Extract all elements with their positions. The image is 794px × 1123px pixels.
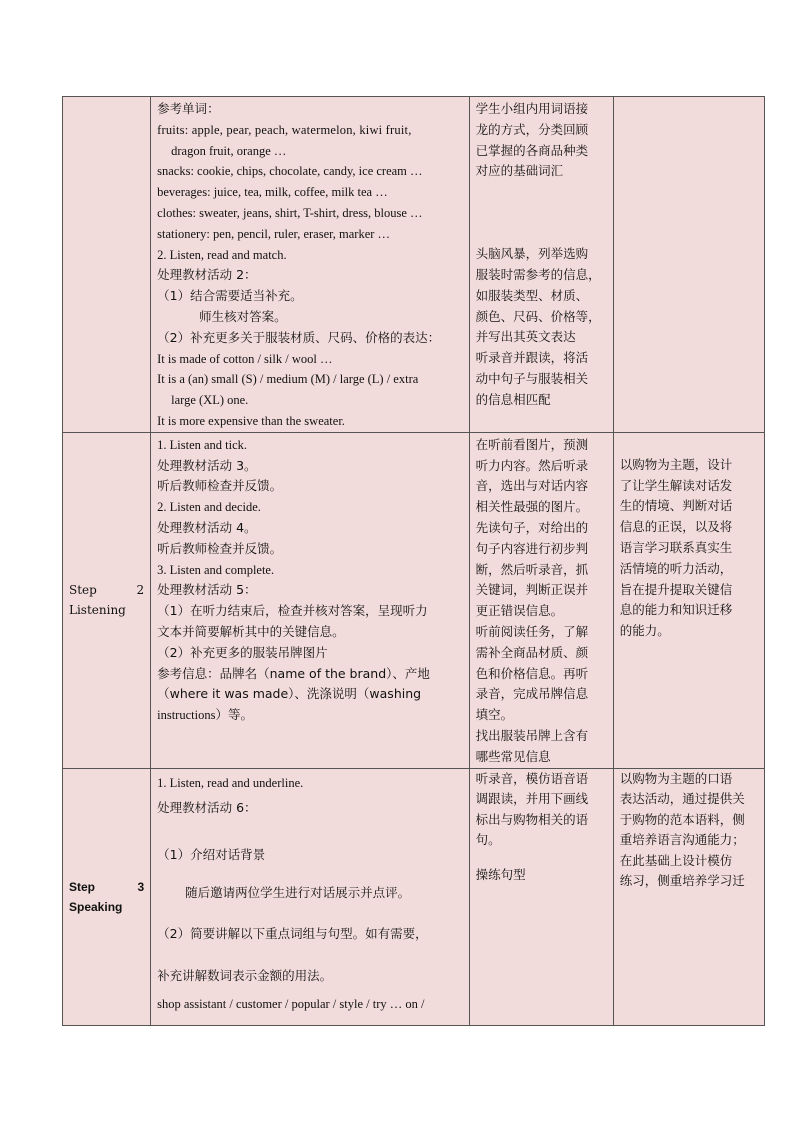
text-line: 的信息相匹配 <box>475 391 551 407</box>
text-line: 听力内容。然后听录 <box>475 457 589 473</box>
text-line: fruits: apple, pear, peach, watermelon, kiwi fruit, <box>157 122 412 137</box>
text-line: 龙的方式，分类回顾 <box>475 121 589 137</box>
text-line: 相关性最强的图片。 <box>475 499 589 515</box>
text-line: 的能力。 <box>619 623 670 639</box>
text-line: 颜色、尺码、价格等， <box>475 308 601 324</box>
text-line: 需补全商品材质、颜 <box>475 644 589 660</box>
text-line: （2）简要讲解以下重点词组与句型。如有需要， <box>157 925 428 941</box>
text-line: 听后教师检查并反馈。 <box>157 478 283 494</box>
text-line: 了让学生解读对话发 <box>619 477 733 493</box>
purpose-cell <box>613 768 764 1025</box>
step-label: Step <box>69 583 97 598</box>
text-line: 于购物的范本语料，侧 <box>619 811 745 827</box>
teacher-activity-cell <box>151 768 469 1025</box>
step-label: Step <box>69 879 96 894</box>
text-line: large (XL) one. <box>171 393 249 408</box>
step-number: 3 <box>137 879 145 894</box>
step-cell <box>63 97 151 433</box>
text-line: 师生核对答案。 <box>199 308 287 324</box>
text-line: 以购物为主题，设计 <box>619 456 733 472</box>
text-line: 听后教师检查并反馈。 <box>157 540 283 556</box>
step-cell <box>63 432 151 768</box>
text-line: beverages: juice, tea, milk, coffee, milk tea … <box>157 185 388 200</box>
text-line: 更正错误信息。 <box>475 603 564 619</box>
text-line: 找出服装吊牌上含有 <box>475 727 589 743</box>
text-line: 参考单词： <box>157 101 220 116</box>
text-line: 生的情境、判断对话 <box>619 498 733 514</box>
text-line: （2）补充更多的服装吊牌图片 <box>157 644 328 660</box>
text-line: （1）介绍对话背景 <box>157 846 266 862</box>
text-line: 听录音，模仿语音语 <box>475 770 589 786</box>
table-row <box>63 432 765 768</box>
text-line: 2. Listen and decide. <box>157 500 261 515</box>
text-line: 处理教材活动 3。 <box>157 457 257 473</box>
text-line: 哪些常见信息 <box>475 748 551 764</box>
student-activity-cell <box>469 768 613 1025</box>
text-line: 随后邀请两位学生进行对话展示并点评。 <box>185 884 411 900</box>
text-line: 音，选出与对话内容 <box>475 478 589 494</box>
step-number: 2 <box>136 583 145 598</box>
purpose-cell <box>613 97 764 433</box>
text-line: 已掌握的各商品种类 <box>475 142 589 158</box>
text-line: 信息的正误，以及将 <box>619 519 733 535</box>
text-line: 语言学习联系真实生 <box>619 539 733 555</box>
text-line: 在听前看图片，预测 <box>475 436 589 452</box>
text-line: snacks: cookie, chips, chocolate, candy, ice cream … <box>157 164 423 179</box>
text-line: 标出与购物相关的语 <box>475 811 589 827</box>
text-line: 听录音并跟读，将活 <box>475 350 589 366</box>
text-line: 操练句型 <box>475 866 526 882</box>
text-line: 表达活动，通过提供关 <box>619 791 745 807</box>
teacher-activity-cell <box>151 432 469 768</box>
text-line: 处理教材活动 2： <box>157 267 257 283</box>
lesson-plan-table <box>62 96 765 1026</box>
text-line: 服装时需参考的信息， <box>475 266 601 282</box>
text-line: 头脑风暴，列举选购 <box>475 246 589 262</box>
text-line: 处理教材活动 4。 <box>157 519 257 535</box>
text-line: 如服装类型、材质、 <box>475 287 589 303</box>
text-line: 填空。 <box>475 707 514 723</box>
text-line: （1）结合需要适当补充。 <box>157 288 303 304</box>
student-activity-cell <box>469 97 613 433</box>
text-line: 处理教材活动 5： <box>157 582 257 598</box>
text-line: 3. Listen and complete. <box>157 562 275 577</box>
step-cell <box>63 768 151 1025</box>
text-line: 学生小组内用词语接 <box>475 101 589 116</box>
text-line: 先读句子，对给出的 <box>475 519 589 535</box>
text-line: 练习，侧重培养学习迁 <box>619 873 745 889</box>
step-title: Listening <box>69 603 126 618</box>
text-line: 旨在提升提取关键信 <box>619 581 733 597</box>
text-line: 1. Listen and tick. <box>157 437 248 452</box>
text-line: 关键词，判断正误并 <box>475 582 589 598</box>
text-line: instructions）等。 <box>157 708 253 723</box>
text-line: 在此基础上设计模仿 <box>619 852 733 868</box>
text-line: 补充讲解数词表示金额的用法。 <box>157 967 333 983</box>
text-line: shop assistant / customer / popular / style / try … on / <box>157 996 425 1011</box>
text-line: 断，然后听录音，抓 <box>475 561 589 577</box>
text-line: 并写出其英文表达 <box>475 329 576 345</box>
text-line: 句。 <box>475 832 501 848</box>
text-line: （2）补充更多关于服装材质、尺码、价格的表达： <box>157 329 441 345</box>
text-line: 文本并简要解析其中的关键信息。 <box>157 623 345 639</box>
text-line: 参考信息：品牌名（name of the brand）、产地 <box>157 665 430 681</box>
text-line: 以购物为主题的口语 <box>619 770 733 786</box>
text-line: 对应的基础词汇 <box>475 163 564 179</box>
text-line: 色和价格信息。再听 <box>475 665 589 681</box>
text-line: 活情境的听力活动， <box>619 560 733 576</box>
purpose-cell <box>613 432 764 768</box>
text-line: It is a (an) small (S) / medium (M) / large (L) / extra <box>157 372 419 387</box>
text-line: （where it was made）、洗涤说明（washing <box>157 686 422 702</box>
student-activity-cell <box>469 432 613 768</box>
text-line: 动中句子与服装相关 <box>475 370 589 386</box>
step-title: Speaking <box>69 899 123 914</box>
table-row <box>63 768 765 1025</box>
text-line: 调跟读，并用下画线 <box>475 791 589 807</box>
text-line: 听前阅读任务，了解 <box>475 623 589 639</box>
text-line: 息的能力和知识迁移 <box>619 602 733 618</box>
text-line: It is more expensive than the sweater. <box>157 413 345 428</box>
text-line: 句子内容进行初步判 <box>475 540 589 556</box>
text-line: dragon fruit, orange … <box>171 143 287 158</box>
text-line: 录音，完成吊牌信息 <box>475 686 589 702</box>
text-line: 1. Listen, read and underline. <box>157 775 304 790</box>
text-line: （1）在听力结束后，检查并核对答案，呈现听力 <box>157 603 428 619</box>
text-line: 2. Listen, read and match. <box>157 247 287 262</box>
table-row <box>63 97 765 433</box>
text-line: stationery: pen, pencil, ruler, eraser, marker … <box>157 226 391 241</box>
text-line: It is made of cotton / silk / wool … <box>157 351 333 366</box>
text-line: clothes: sweater, jeans, shirt, T-shirt, dress, blouse … <box>157 205 423 220</box>
text-line: 处理教材活动 6： <box>157 799 257 815</box>
teacher-activity-cell <box>151 97 469 433</box>
text-line: 重培养语言沟通能力； <box>619 832 745 848</box>
